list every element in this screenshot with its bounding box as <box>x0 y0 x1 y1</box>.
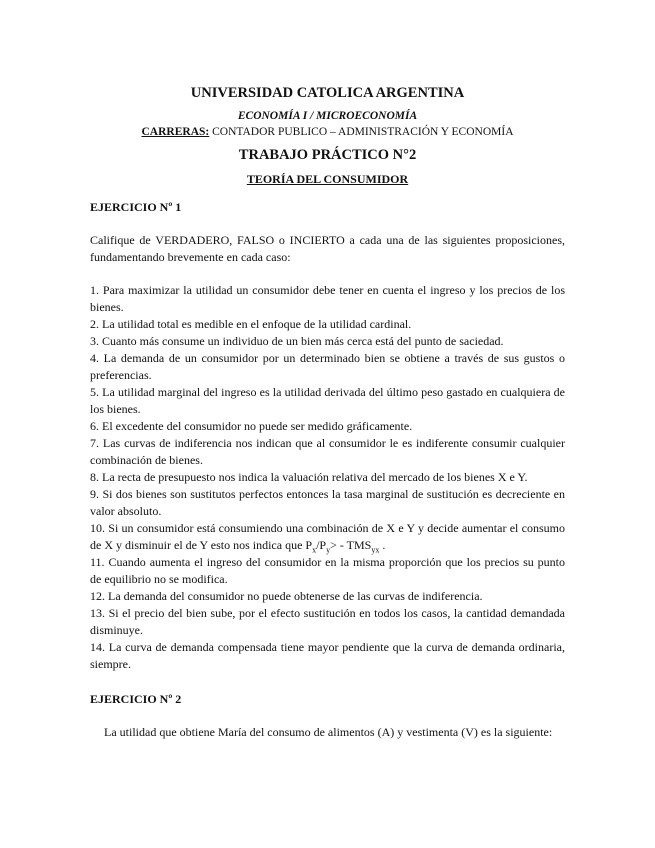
exercise1-item-10 <box>90 520 565 554</box>
item10-mid: /P <box>316 538 327 552</box>
exercise1-item-12: 12. La demanda del consumidor no puede obtenerse de las curvas de indiferencia. <box>90 589 483 603</box>
exercise1-item-1: 1. Para maximizar la utilidad un consumidor debe tener en cuenta el ingreso y los precios de los bienes. <box>90 283 565 314</box>
careers-text: CONTADOR PUBLICO – ADMINISTRACIÓN Y ECONOMÍA <box>209 126 514 138</box>
exercise1-item-3: 3. Cuanto más consume un individuo de un bien más cerca está del punto de saciedad. <box>90 334 504 348</box>
item10-end: . <box>379 538 386 552</box>
exercise1-heading: EJERCICIO Nº 1 <box>90 200 182 214</box>
exercise1-item-8: 8. La recta de presupuesto nos indica la valuación relativa del mercado de los bienes X e Y. <box>90 470 528 484</box>
item10-after: > - TMS <box>330 538 372 552</box>
exercise1-item-6: 6. El excedente del consumidor no puede ser medido gráficamente. <box>90 419 413 433</box>
exercise1-item-2: 2. La utilidad total es medible en el enfoque de la utilidad cardinal. <box>90 317 412 331</box>
careers-line <box>90 124 565 140</box>
exercise1-instructions: Califique de VERDADERO, FALSO o INCIERTO a cada una de las siguientes proposiciones, fundamentando brevemente en cada caso: <box>90 233 565 264</box>
topic-text: TEORÍA DEL CONSUMIDOR <box>246 172 409 186</box>
item10-text: 10. Si un consumidor está consumiendo una combinación de X e Y y decide aumentar el consumo de X y disminuir el de Y esto nos indica que P <box>90 521 565 552</box>
practice-title: TRABAJO PRÁCTICO N°2 <box>238 147 417 163</box>
exercise1-item-4: 4. La demanda de un consumidor por un determinado bien se obtiene a través de sus gustos o preferencias. <box>90 351 565 382</box>
exercise1-item-13: 13. Si el precio del bien sube, por el efecto sustitución en todos los casos, la cantidad demandada disminuye. <box>90 606 565 637</box>
exercise2-heading: EJERCICIO Nº 2 <box>90 692 182 706</box>
exercise2-text: La utilidad que obtiene María del consumo de alimentos (A) y vestimenta (V) es la siguiente: <box>104 725 553 739</box>
item10-sub-y: y <box>326 545 331 555</box>
exercise1-item-5: 5. La utilidad marginal del ingreso es la utilidad derivada del último peso gastado en cualquiera de los bienes. <box>90 385 565 416</box>
exercise1-item-7: 7. Las curvas de indiferencia nos indican que al consumidor le es indiferente consumir cualquier combinación de bienes. <box>90 436 565 467</box>
exercise1-item-11: 11. Cuando aumenta el ingreso del consumidor en la misma proporción que los precios su punto de equilibrio no se modifica. <box>90 555 565 586</box>
document-page <box>90 84 565 741</box>
exercise1-item-9: 9. Si dos bienes son sustitutos perfectos entonces la tasa marginal de sustitución es decreciente en valor absoluto. <box>90 487 565 518</box>
exercise1-items <box>90 282 565 673</box>
item10-sub-yx: yx <box>371 545 380 555</box>
university-title: UNIVERSIDAD CATOLICA ARGENTINA <box>190 85 465 101</box>
topic-title <box>90 171 565 187</box>
exercise1-item-14: 14. La curva de demanda compensada tiene mayor pendiente que la curva de demanda ordinaria, siempre. <box>90 640 565 671</box>
careers-label: CARRERAS: <box>141 126 210 138</box>
item10-sub-x: x <box>312 545 317 555</box>
subject-title: ECONOMÍA I / MICROECONOMÍA <box>237 110 418 122</box>
